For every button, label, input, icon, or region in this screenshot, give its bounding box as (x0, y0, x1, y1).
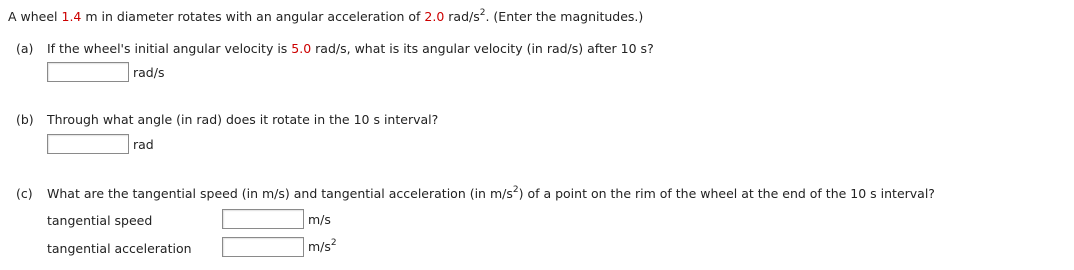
initial-angular-velocity-value: 5.0 (291, 41, 312, 56)
part-b-label: (b) (16, 112, 34, 127)
part-c-label: (c) (16, 186, 33, 202)
part-a-question (16, 41, 654, 56)
part-b-text: Through what angle (in rad) does it rotate in the 10 s interval? (47, 112, 439, 127)
part-b-answer-row (47, 134, 154, 154)
acceleration-value: 2.0 (424, 9, 445, 25)
angular-velocity-input[interactable] (47, 62, 129, 82)
tangential-acceleration-unit-base: m/s (308, 239, 331, 255)
tangential-speed-label: tangential speed (47, 213, 153, 228)
tangential-acceleration-unit-exponent: 2 (330, 238, 337, 249)
angle-input[interactable] (47, 134, 129, 154)
tangential-acceleration-answer-row (222, 237, 337, 257)
tangential-acceleration-input[interactable] (222, 237, 304, 257)
part-b-unit: rad (133, 136, 154, 152)
part-b-question (16, 112, 438, 127)
intro-text-3: rad/s (444, 9, 480, 25)
tangential-acceleration-unit (308, 239, 337, 254)
intro-exponent: 2 (479, 8, 486, 18)
tangential-acceleration-label: tangential acceleration (47, 241, 192, 256)
part-c-exponent: 2 (512, 185, 519, 195)
tangential-speed-unit: m/s (308, 211, 331, 227)
part-a-text-1: If the wheel's initial angular velocity is (47, 41, 292, 56)
intro-text-2: m in diameter rotates with an angular acceleration of (81, 9, 425, 25)
part-c-text-1: What are the tangential speed (in m/s) and tangential acceleration (in m/s (47, 186, 513, 202)
intro-text-1: A wheel (8, 9, 62, 25)
tangential-speed-input[interactable] (222, 209, 304, 229)
part-a-answer-row (47, 62, 164, 82)
part-a-unit: rad/s (133, 64, 165, 80)
intro-text-4: . (Enter the magnitudes.) (485, 9, 644, 25)
part-c-question (16, 186, 935, 201)
problem-statement (8, 9, 643, 24)
part-c-text-2: ) of a point on the rim of the wheel at the end of the 10 s interval? (518, 186, 935, 202)
tangential-speed-answer-row (222, 209, 331, 229)
part-a-label: (a) (16, 41, 34, 56)
part-a-text-2: rad/s, what is its angular velocity (in rad/s) after 10 s? (311, 41, 654, 56)
diameter-value: 1.4 (61, 9, 82, 25)
